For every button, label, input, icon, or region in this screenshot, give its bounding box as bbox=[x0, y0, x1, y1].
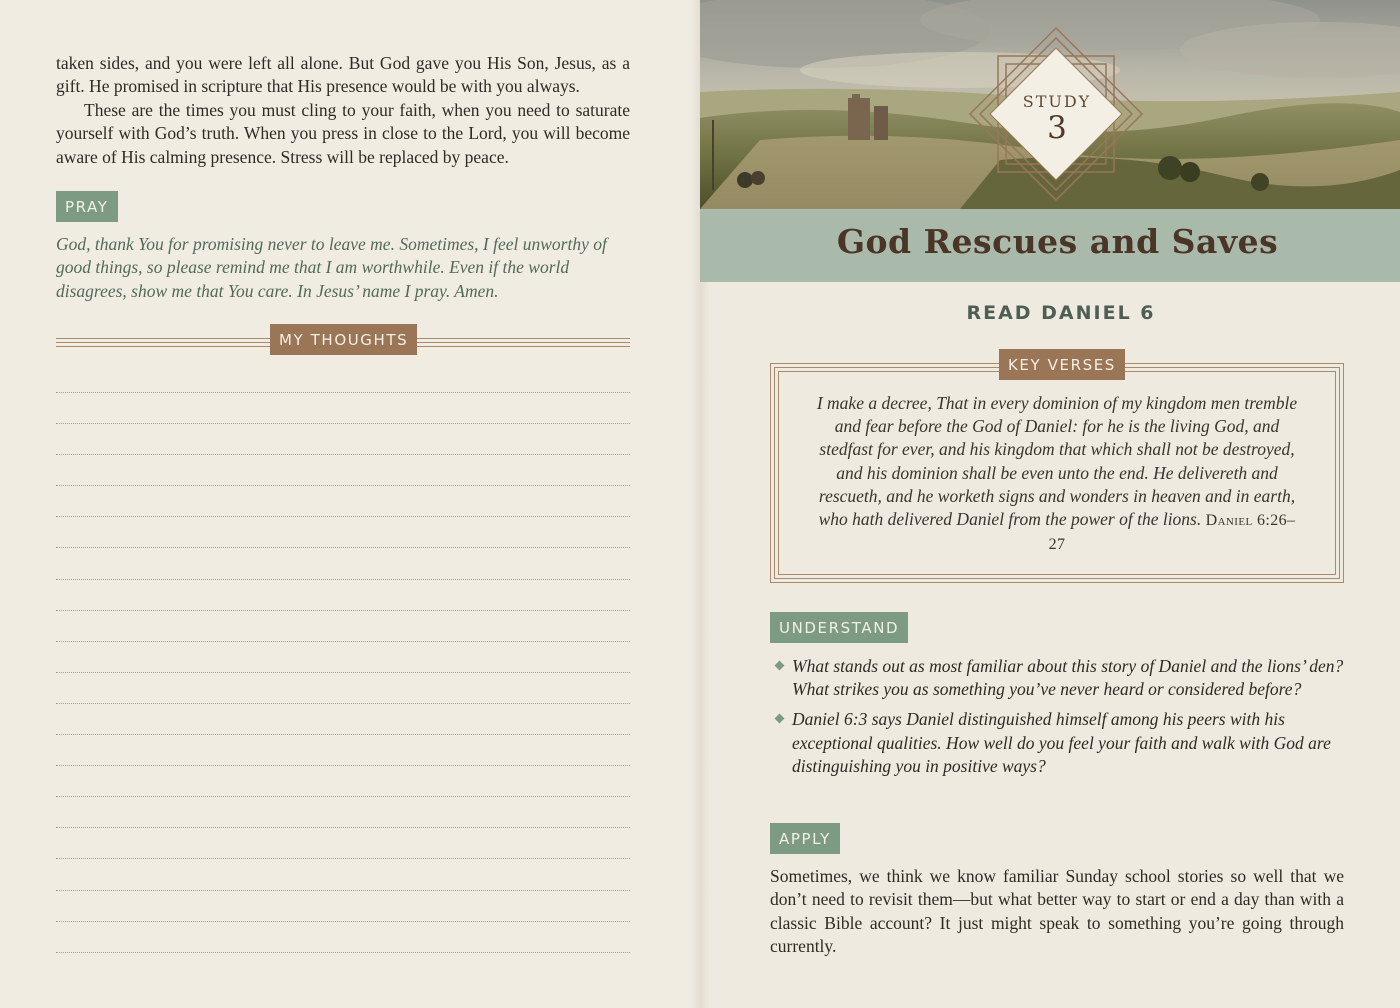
writing-line bbox=[56, 485, 630, 516]
understand-label: UNDERSTAND bbox=[770, 612, 908, 643]
understand-questions bbox=[776, 655, 1346, 785]
writing-line bbox=[56, 641, 630, 672]
question-text: What stands out as most familiar about this story of Daniel and the lions’ den? What strikes you as something you’ve never heard or considered before? bbox=[792, 656, 1344, 700]
key-verses bbox=[812, 392, 1302, 556]
key-verses-text: I make a decree, That in every dominion of my kingdom men tremble and fear before the God of Daniel: for he is the living God, and stedfast for ever, and his kingdom that which shall not be destroyed, and his dominion shall be even unto the end. He delivereth and rescueth, and he worketh signs and wonders in heaven and in earth, who hath delivered Daniel from the power of the lions. bbox=[816, 393, 1298, 530]
writing-line bbox=[56, 516, 630, 547]
writing-line bbox=[56, 765, 630, 796]
diamond-bullet-icon bbox=[775, 661, 785, 671]
writing-line bbox=[56, 858, 630, 889]
study-word: STUDY bbox=[1022, 92, 1092, 111]
study-title: God Rescues and Saves bbox=[836, 222, 1279, 261]
key-verses-label: KEY VERSES bbox=[999, 349, 1125, 380]
writing-line bbox=[56, 921, 630, 952]
key-verses-reference: Daniel 6:26–27 bbox=[1048, 512, 1296, 554]
apply-label: APPLY bbox=[770, 823, 840, 854]
writing-line bbox=[56, 579, 630, 610]
writing-lines bbox=[56, 392, 630, 983]
intro-paragraph-1: taken sides, and you were left all alone. But God gave you His Son, Jesus, as a gift. He promised in scripture that His presence would be with you always. bbox=[56, 53, 630, 97]
writing-line bbox=[56, 672, 630, 703]
study-number: 3 bbox=[1047, 110, 1067, 146]
list-item bbox=[776, 708, 1346, 778]
writing-line bbox=[56, 423, 630, 454]
pray-label: PRAY bbox=[56, 191, 118, 222]
writing-line bbox=[56, 610, 630, 641]
writing-line bbox=[56, 547, 630, 578]
writing-line bbox=[56, 796, 630, 827]
writing-line bbox=[56, 703, 630, 734]
writing-line bbox=[56, 392, 630, 423]
read-heading: READ DANIEL 6 bbox=[966, 302, 1156, 324]
writing-line bbox=[56, 827, 630, 858]
writing-line bbox=[56, 952, 630, 983]
list-item bbox=[776, 655, 1346, 701]
intro-paragraph-2: These are the times you must cling to your faith, when you need to saturate yourself with God’s truth. When you press in close to the Lord, you will become aware of His calming presence. Stress will be replaced by peace. bbox=[56, 99, 630, 167]
my-thoughts-label: MY THOUGHTS bbox=[270, 324, 417, 355]
diamond-bullet-icon bbox=[775, 714, 785, 724]
apply-text: Sometimes, we think we know familiar Sunday school stories so well that we don’t need to revisit them—but what better way to start or end a day than with a classic Bible account? It just might speak to something you’re going through currently. bbox=[770, 866, 1344, 957]
prayer-text: God, thank You for promising never to leave me. Sometimes, I feel unworthy of good things, so please remind me that I am worthwhile. Even if the world disagrees, show me that You care. In Jesus’ name I pray. Amen. bbox=[56, 234, 607, 301]
question-text: Daniel 6:3 says Daniel distinguished himself among his peers with his exceptional qualities. How well do you feel your faith and walk with God are distinguishing you in positive ways? bbox=[792, 709, 1331, 776]
intro-text bbox=[56, 52, 630, 169]
writing-line bbox=[56, 890, 630, 921]
writing-line bbox=[56, 734, 630, 765]
writing-line bbox=[56, 454, 630, 485]
